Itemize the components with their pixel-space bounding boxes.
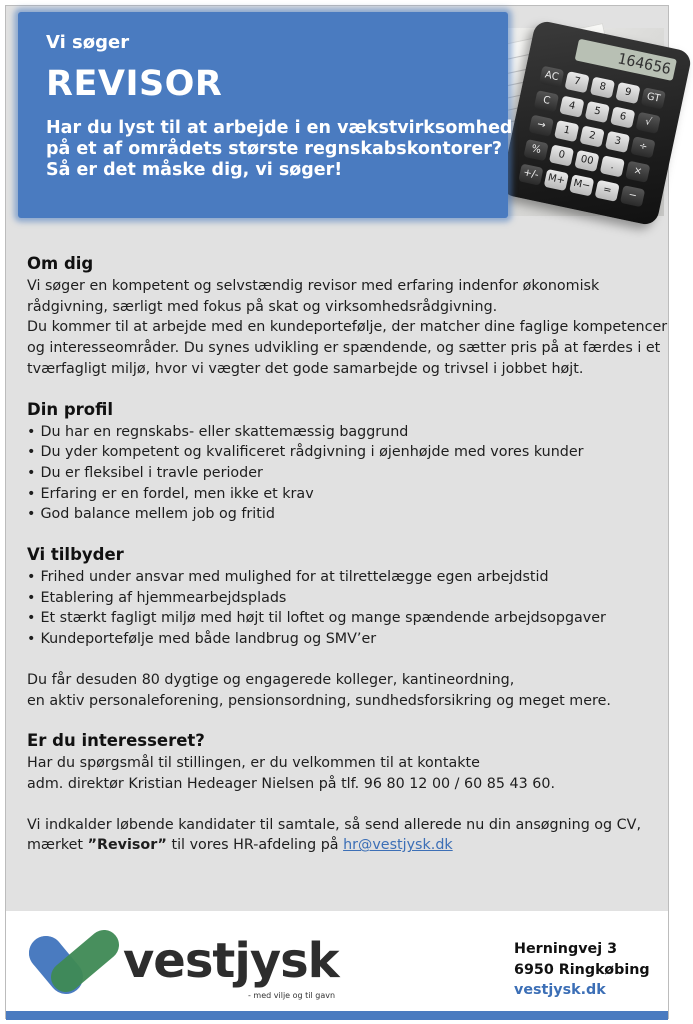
text-line: en aktiv personaleforening, pensionsordning, sundhedsforsikring og meget mere. [27, 692, 611, 709]
section-heading: Din profil [27, 399, 114, 419]
hero-lead-line: på et af områdets største regnskabskontorer? [46, 139, 503, 159]
hero-blue-panel [18, 12, 513, 218]
logo-wordmark: vestjysk [123, 933, 339, 989]
address-street: Herningvej 3 [514, 941, 618, 957]
email-link[interactable]: hr@vestjysk.dk [343, 837, 453, 854]
hero-kicker: Vi søger [46, 32, 130, 53]
text-line: Har du spørgsmål til stillingen, er du velkommen til at kontakte [27, 755, 480, 772]
text-line: adm. direktør Kristian Hedeager Nielsen på tlf. 96 80 12 00 / 60 85 43 60. [27, 775, 555, 792]
section-interest [27, 731, 657, 856]
list-item: • Kundeportefølje med både landbrug og SMV’er [27, 629, 657, 650]
job-description [27, 254, 668, 856]
text-line: og interesseområder. Du synes udvikling er spændende, og sætter pris på at færdes i et [27, 340, 661, 357]
address-city: 6950 Ringkøbing [514, 961, 650, 978]
section-about [27, 254, 668, 380]
list-item: • Erfaring er en fordel, men ikke et krav [27, 484, 657, 505]
list-item: • Frihed under ansvar med mulighed for at tilrettelægge egen arbejdstid [27, 567, 657, 588]
apply-paragraph [27, 815, 657, 856]
text-line: Vi indkalder løbende kandidater til samtale, så send allerede nu din ansøgning og CV, [27, 816, 641, 833]
logo-check-icon [26, 925, 126, 997]
apply-line [27, 835, 657, 856]
calculator-display: 164656 [575, 39, 677, 81]
list-item: • Du yder kompetent og kvalificeret rådgivning i øjenhøjde med vores kunder [27, 442, 657, 463]
list-item: • Etablering af hjemmearbejdsplads [27, 588, 657, 609]
address-block [514, 939, 650, 1001]
text-line: tværfagligt miljø, hvor vi vægter det gode samarbejde og trivsel i jobbet højt. [27, 360, 584, 377]
section-heading: Vi tilbyder [27, 545, 124, 565]
section-heading: Om dig [27, 254, 94, 273]
hero-lead-line: Har du lyst til at arbejde i en vækstvirksomhed [46, 118, 513, 138]
section-offer [27, 545, 657, 711]
calculator-icon: 164656 AC 7 8 9 GT C 4 5 6 √ → 1 2 3 ÷ % 0 00 . × +/- M+ M− = − [499, 19, 693, 226]
apply-keyword: ”Revisor” [87, 837, 167, 854]
list-item: • Et stærkt fagligt miljø med højt til loftet og mange spændende arbejdsopgaver [27, 608, 657, 629]
section-profile [27, 400, 657, 526]
hero-lead-line: Så er det måske dig, vi søger! [46, 160, 343, 180]
job-ad-card [5, 5, 673, 1019]
list-item: • Du er fleksibel i travle perioder [27, 463, 657, 484]
hero-lead [46, 118, 516, 181]
hero-banner [18, 12, 673, 218]
logo-tagline: - med vilje og til gavn [248, 991, 336, 1000]
footer [6, 911, 668, 1020]
hero-title: REVISOR [46, 64, 223, 104]
apply-prefix: mærket [27, 837, 88, 854]
section-heading: Er du interesseret? [27, 731, 205, 751]
footer-bar [6, 1011, 668, 1020]
text-line: Vi søger en kompetent og selvstændig revisor med erfaring indenfor økonomisk [27, 278, 600, 294]
apply-mid: til vores HR-afdeling på [166, 837, 344, 854]
list-item: • Du har en regnskabs- eller skattemæssig baggrund [27, 422, 657, 443]
text-line: Du får desuden 80 dygtige og engagerede kolleger, kantineordning, [27, 671, 515, 688]
list-item: • God balance mellem job og fritid [27, 504, 657, 525]
text-line: rådgivning, særligt med fokus på skat og virksomhedsrådgivning. [27, 298, 498, 315]
offer-extra [27, 670, 657, 711]
website-link[interactable]: vestjysk.dk [514, 982, 606, 998]
text-line: Du kommer til at arbejde med en kundeportefølje, der matcher dine faglige kompetencer [27, 319, 668, 336]
